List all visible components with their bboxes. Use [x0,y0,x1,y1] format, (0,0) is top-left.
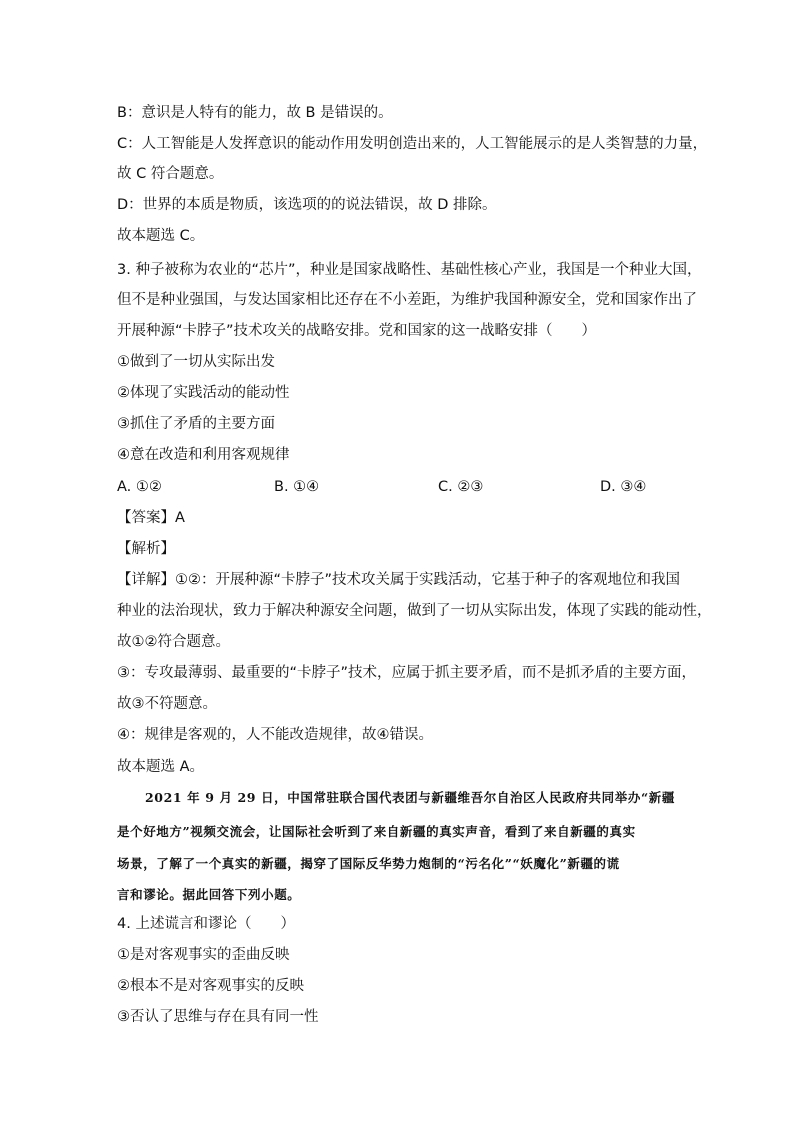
q2-conclusion: 故本题选 C。 [117,228,205,244]
q3-detail-line-4: ③：专攻最薄弱、最重要的“卡脖子”技术，应属于抓主要矛盾，而不是抓矛盾的主要方面， [117,665,697,681]
q3-option-b: B. ①④ [274,479,320,495]
q3-stem-line-2: 但不是种业强国，与发达国家相比还存在不小差距，为维护我国种源安全，党和国家作出了 [117,292,697,308]
option-c-explanation-line-1: C：人工智能是人发挥意识的能动作用发明创造出来的，人工智能展示的是人类智慧的力量， [117,136,708,152]
material-line-1: 2021 年 9 月 29 日，中国常驻联合国代表团与新疆维吾尔自治区人民政府共同举办“新疆 [145,790,675,805]
q3-statement-3: ③抓住了矛盾的主要方面 [117,416,275,432]
q3-detail-line-2: 种业的法治现状，致力于解决种源安全问题，做到了一切从实际出发，体现了实践的能动性， [117,603,712,619]
q3-option-a: A. ①② [117,479,162,495]
q3-statement-2: ②体现了实践活动的能动性 [117,385,290,401]
q3-stem-line-1: 3. 种子被称为农业的“芯片”，种业是国家战略性、基础性核心产业，我国是一个种业大国， [117,262,702,278]
q3-option-c: C. ②③ [438,479,484,495]
option-b-explanation: B：意识是人特有的能力，故 B 是错误的。 [117,105,393,121]
option-c-explanation-line-2: 故 C 符合题意。 [117,166,224,182]
q3-options [117,478,677,496]
material-line-4: 言和谬论。据此回答下列小题。 [117,887,301,902]
q3-detail-line-3: 故①②符合题意。 [117,634,230,650]
q3-detail-line-5: 故③不符题意。 [117,696,217,712]
q3-answer: 【答案】A [117,510,185,526]
q3-stem-line-3: 开展种源“卡脖子”技术攻关的战略安排。党和国家的这一战略安排（ ） [117,323,597,339]
q4-statement-3: ③否认了思维与存在具有同一性 [117,1009,319,1025]
q4-stem: 4. 上述谎言和谬论（ ） [117,916,295,932]
q4-statement-1: ①是对客观事实的歪曲反映 [117,947,290,963]
q3-detail-line-1: 【详解】①②：开展种源“卡脖子”技术攻关属于实践活动，它基于种子的客观地位和我国 [117,572,681,588]
q3-statement-4: ④意在改造和利用客观规律 [117,447,290,463]
material-line-3: 场景，了解了一个真实的新疆，揭穿了国际反华势力炮制的“污名化”“妖魔化”新疆的谎 [117,856,620,871]
q3-statement-1: ①做到了一切从实际出发 [117,354,275,370]
q4-statement-2: ②根本不是对客观事实的反映 [117,978,304,994]
q3-option-d: D. ③④ [600,479,647,495]
q3-detail-line-6: ④：规律是客观的，人不能改造规律，故④错误。 [117,727,433,743]
q3-detail-line-7: 故本题选 A。 [117,759,205,775]
option-d-explanation: D：世界的本质是物质，该选项的的说法错误，故 D 排除。 [117,197,497,213]
q3-analysis-heading: 【解析】 [117,541,175,557]
material-line-2: 是个好地方”视频交流会，让国际社会听到了来自新疆的真实声音，看到了来自新疆的真实 [117,824,636,839]
